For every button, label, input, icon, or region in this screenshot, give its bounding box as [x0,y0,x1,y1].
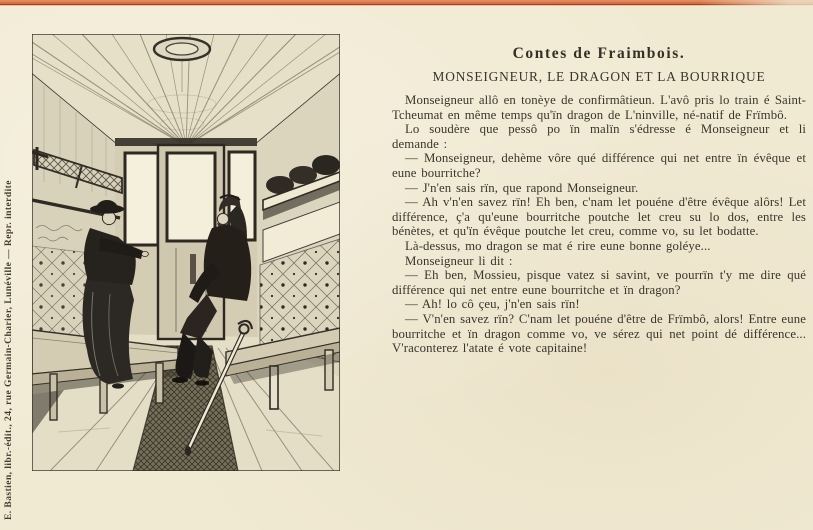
door-handle [190,254,196,284]
story-paragraph: — V'n'en savez rïn? C'nam let pouéne d'être de Frïmbô, alors! Entre eune bourritche et ïn dragon comme vo, ve sérez qui net point dé différence... V'raconterez l'atate é vote capitaine! [392,311,806,356]
publisher-credit: E. Bastien, libr.-édit., 24, rue Germain-Charier, Lunéville — Repr. interdite [4,180,14,520]
story-paragraph: — Ah v'n'en savez rïn! Eh ben, c'nam let pouéne d'être évêque alôrs! Let différence, ç'a qu'eune bourritche poutche let creu su lo dos, entre les bénètes, et qu'ïn évêque poutche let creu, comme vo, su let bodatte. [392,195,806,239]
story-paragraph: — Eh ben, Mossieu, pisque vatez si savint, ve pourrïn t'y me dire qué différence qui net entre eune bourritche et ïn dragon? [392,268,806,297]
story-paragraph: — Ah! lo cô çeu, j'n'en sais rïn! [405,297,580,312]
story-paragraph: Monseigneur allô en tonèye de confirmâtieun. L'avô pris lo train é Saint-Tcheumat en même temps qu'ïn dragon de L'ninville, né-natif de Frïmbô. [392,93,806,122]
story-paragraph: Monseigneur li dit : [405,253,513,268]
story-body [392,93,806,356]
story-paragraph: — Monseigneur, dehème vôre qué différence qui net entre ïn évêque et eune bourritche? [392,151,806,180]
story-title: MONSEIGNEUR, LE DRAGON ET LA BOURRIQUE [432,69,766,84]
story-paragraph: Lo soudère que pessô po ïn malïn s'édresse é Monseigneur et li demande : [392,122,806,151]
top-edge-strip [0,0,813,7]
story-paragraph: — J'n'en sais rïn, que rapond Monseigneur. [405,180,639,195]
series-title: Contes de Fraimbois. [512,45,686,62]
illustration [30,32,342,473]
compartment-etching [30,32,342,473]
left-window [125,153,158,245]
story-paragraph: Là-dessus, mo dragon se mat é rire eune bonne goléye... [405,238,711,253]
story [392,45,806,356]
